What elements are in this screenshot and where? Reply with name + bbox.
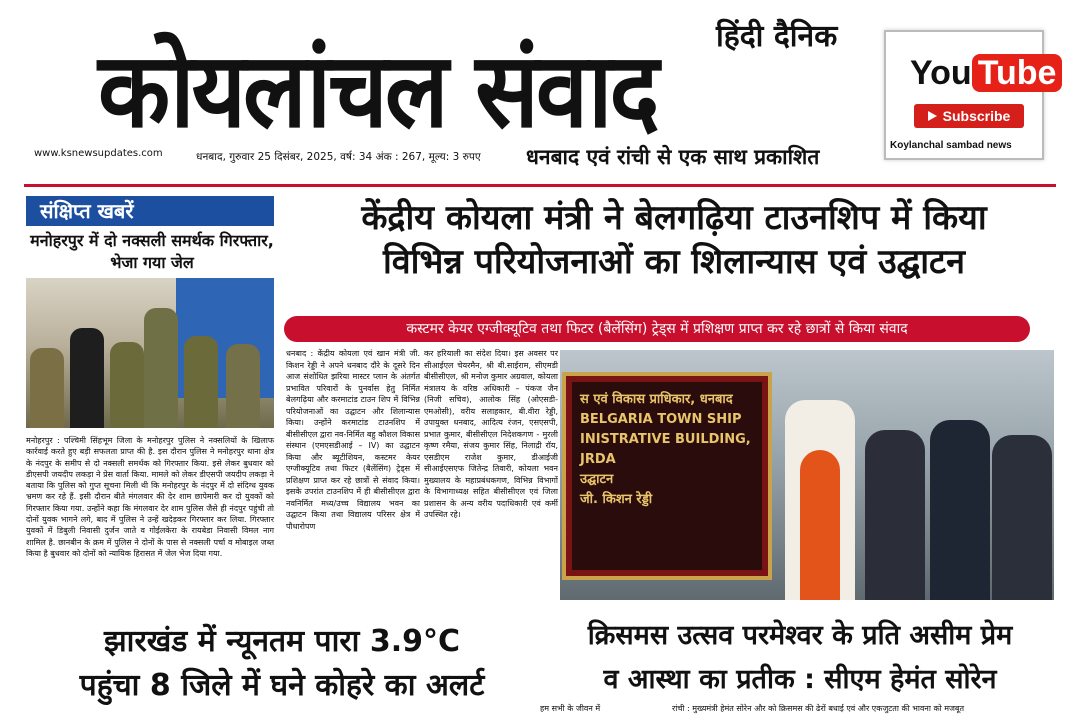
inauguration-plaque: [562, 372, 772, 580]
photo-person: [30, 348, 64, 428]
photo-person: [992, 435, 1052, 600]
photo-person: [184, 336, 218, 428]
youtube-logo: [910, 54, 1062, 93]
brief-news-section-label: संक्षिप्त खबरें: [26, 196, 274, 226]
masthead-divider: [24, 184, 1056, 187]
tagline: धनबाद एवं रांची से एक साथ प्रकाशित: [526, 145, 820, 169]
photo-person: [144, 308, 178, 428]
main-headline-line2: विभिन्न परियोजनाओं का शिलान्यास एवं उद्घाटन: [382, 242, 966, 282]
website-link[interactable]: www.ksnewsupdates.com: [34, 148, 163, 159]
bottom-right-headline-line2: व आस्था का प्रतीक : सीएम हेमंत सोरेन: [603, 664, 997, 695]
main-subheadline-banner: कस्टमर केयर एग्जीक्यूटिव तथा फिटर (बैलेंसिंग) ट्रेड्स में प्रशिक्षण प्राप्त कर रहे छात्रों से किया संवाद: [284, 316, 1030, 342]
masthead: [0, 0, 1080, 190]
photo-person: [70, 328, 104, 428]
photo-person: [930, 420, 990, 600]
photo-person-scarf: [800, 450, 840, 600]
youtube-logo-tube: Tube: [972, 54, 1063, 92]
hindi-daily-label: हिंदी दैनिक: [716, 19, 838, 54]
photo-person: [865, 430, 925, 600]
dateline: धनबाद, गुरुवार 25 दिसंबर, 2025, वर्ष: 34 अंक : 267, मूल्य: 3 रुपए: [196, 151, 481, 163]
youtube-subscribe-card[interactable]: [884, 30, 1057, 160]
main-story-photo: [560, 350, 1054, 600]
subscribe-button[interactable]: [914, 104, 1024, 128]
subscribe-label: Subscribe: [942, 108, 1011, 124]
bottom-left-headline-line2: पहुंचा 8 जिले में घने कोहरे का अलर्ट: [79, 668, 485, 703]
plaque-line: BELGARIA TOWN SHIP: [580, 412, 742, 427]
bottom-left-headline-line1: झारखंड में न्यूनतम पारा 3.9°C: [104, 624, 460, 659]
play-icon: [928, 111, 937, 121]
main-headline[interactable]: [284, 196, 1064, 284]
newspaper-title: कोयलांचल संवाद: [98, 31, 657, 152]
bottom-right-headline[interactable]: [540, 614, 1060, 702]
photo-person: [226, 344, 260, 428]
main-story-column-2: कर हरियाली का संदेश दिया। इस अवसर पर सीआईएल चेयरमैन, श्री बी.साईराम, सीएमडी बीसीसीएल, श्री मनोज कुमार अग्रवाल, कोयला मंत्रालय के वरिष्ठ अधिकारी – पंकज जैन (निजी सचिव), आलोक सिंह (ओएसडी-एमओसी), वरीय सलाहकार, बी.वीरा रेड्डी, उपायुक्त धनबाद, आदित्य रंजन, एसएसपी, प्रभात कुमार, बीसीसीएल निदेशकगण - मुरली कृष्ण रमैया, संजय कुमार सिंह, निलाद्री रॉय, एसडीएम राजेश कुमार, डीआईजी सीआईएसएफ जितेन्द्र तिवारी, कोयला भवन मुख्यालय के महाप्रबंधकगण, विभिन्न विभागों के विभागाध्यक्ष सहित बीसीसीएल एवं जिला प्रशासन के अन्य वरीय पदाधिकारी एवं कर्मी उपस्थित रहे।: [424, 349, 558, 519]
footer-snippet-right: रांची : मुख्यमंत्री हेमंत सोरेन और को क्रिसमस की ढेरों बधाई एवं और एकजुटता की भावना को मजबूत: [672, 704, 965, 713]
plaque-line: INISTRATIVE BUILDING, JRDA: [580, 432, 751, 467]
left-story-body: मनोहरपुर : पश्चिमी सिंहभूम जिला के मनोहरपुर पुलिस ने नक्सलियों के खिलाफ कार्रवाई करते हुए बड़ी सफलता प्राप्त की है. इस दौरान पुलिस ने मनोहरपुर थाना क्षेत्र के नंदपुर के समीप से दो नक्सली समर्थक को गिरफ्तार किया. इसे लेकर बुधवार को डीएसपी जयदीप लकड़ा ने प्रेस वार्ता किया. मामले को लेकर डीएसपी जयदीप लकड़ा ने बताया कि पुलिस को गुप्त सूचना मिली थी कि मनोहरपुर के नंदपुर में दो संदिग्ध युवक भ्रमण कर रहे हैं. इसी दौरान बीते मंगलवार की देर शाम छापेमारी कर दो युवकों को गिरफ्तार किया गया. उन्होंने कहा कि मंगलवार देर शाम पुलिस जैसे ही नंदपुर पहुंची तो दोनों युवक भागने लगे, बाद में पुलिस ने उन्हें खदेड़कर गिरफ्तार कर लिया. गिरफ्तार युवकों में डिबुली निवासी दुर्जन जाते व गोईलकेरा के रायबेडा निवासी विमल नाग शामिल है. छानबीन के क्रम में पुलिस ने दोनों के पास से नक्सली पर्चा व मोबाइल जब्त किया है बुधवार को दोनों को न्यायिक हिरासत में जेल भेज दिया गया.: [26, 436, 274, 558]
left-story-photo: [26, 278, 274, 428]
plaque-line: उद्घाटन: [580, 472, 614, 487]
main-headline-line1: केंद्रीय कोयला मंत्री ने बेलगढ़िया टाउनशिप में किया: [361, 198, 987, 238]
plaque-line: स एवं विकास प्राधिकार, धनबाद: [580, 392, 733, 407]
youtube-logo-you: You: [910, 54, 972, 92]
youtube-channel-name: Koylanchal sambad news: [890, 140, 1012, 151]
bottom-left-headline[interactable]: [22, 620, 542, 708]
plaque-line: जी. किशन रेड्डी: [580, 492, 653, 507]
left-story-headline[interactable]: मनोहरपुर में दो नक्सली समर्थक गिरफ्तार, भेजा गया जेल: [30, 231, 274, 272]
plaque-text: [572, 382, 762, 570]
bottom-right-headline-line1: क्रिसमस उत्सव परमेश्वर के प्रति असीम प्रेम: [587, 620, 1013, 651]
footer-snippet-left: हम सभी के जीवन में: [540, 704, 601, 713]
photo-person: [110, 342, 144, 428]
main-story-column-1: धनबाद : केंद्रीय कोयला एवं खान मंत्री जी. किशन रेड्डी ने अपने धनबाद दौरे के दूसरे दिन आज संशोधित झरिया मास्टर प्लान के अंतर्गत प्रभावित परिवारों के पुनर्वास हेतु निर्मित बेलगढ़िया और करमाटांड टाउन शिप में विभिन्न परियोजनाओं का उद्घाटन और शिलान्यास किया। उन्होंने करमाटांड टाउनशिप में बीसीसीएल द्वारा नव-निर्मित बहु कौशल विकास संस्थान (एमएसडीआई – IV) का उद्घाटन किया और ब्यूटीशियन, कस्टमर केयर एग्जीक्यूटिव तथा फिटर (बैलेंसिंग) ट्रेड्स में प्रशिक्षण प्राप्त कर रहे छात्रों से संवाद किया। इसके उपरांत टाउनशिप में ही बीसीसीएल द्वारा नवनिर्मित मध्य/उच्च विद्यालय भवन का उद्घाटन किया तथा विद्यालय परिसर क्षेत्र में पौधारोपण: [286, 349, 420, 531]
